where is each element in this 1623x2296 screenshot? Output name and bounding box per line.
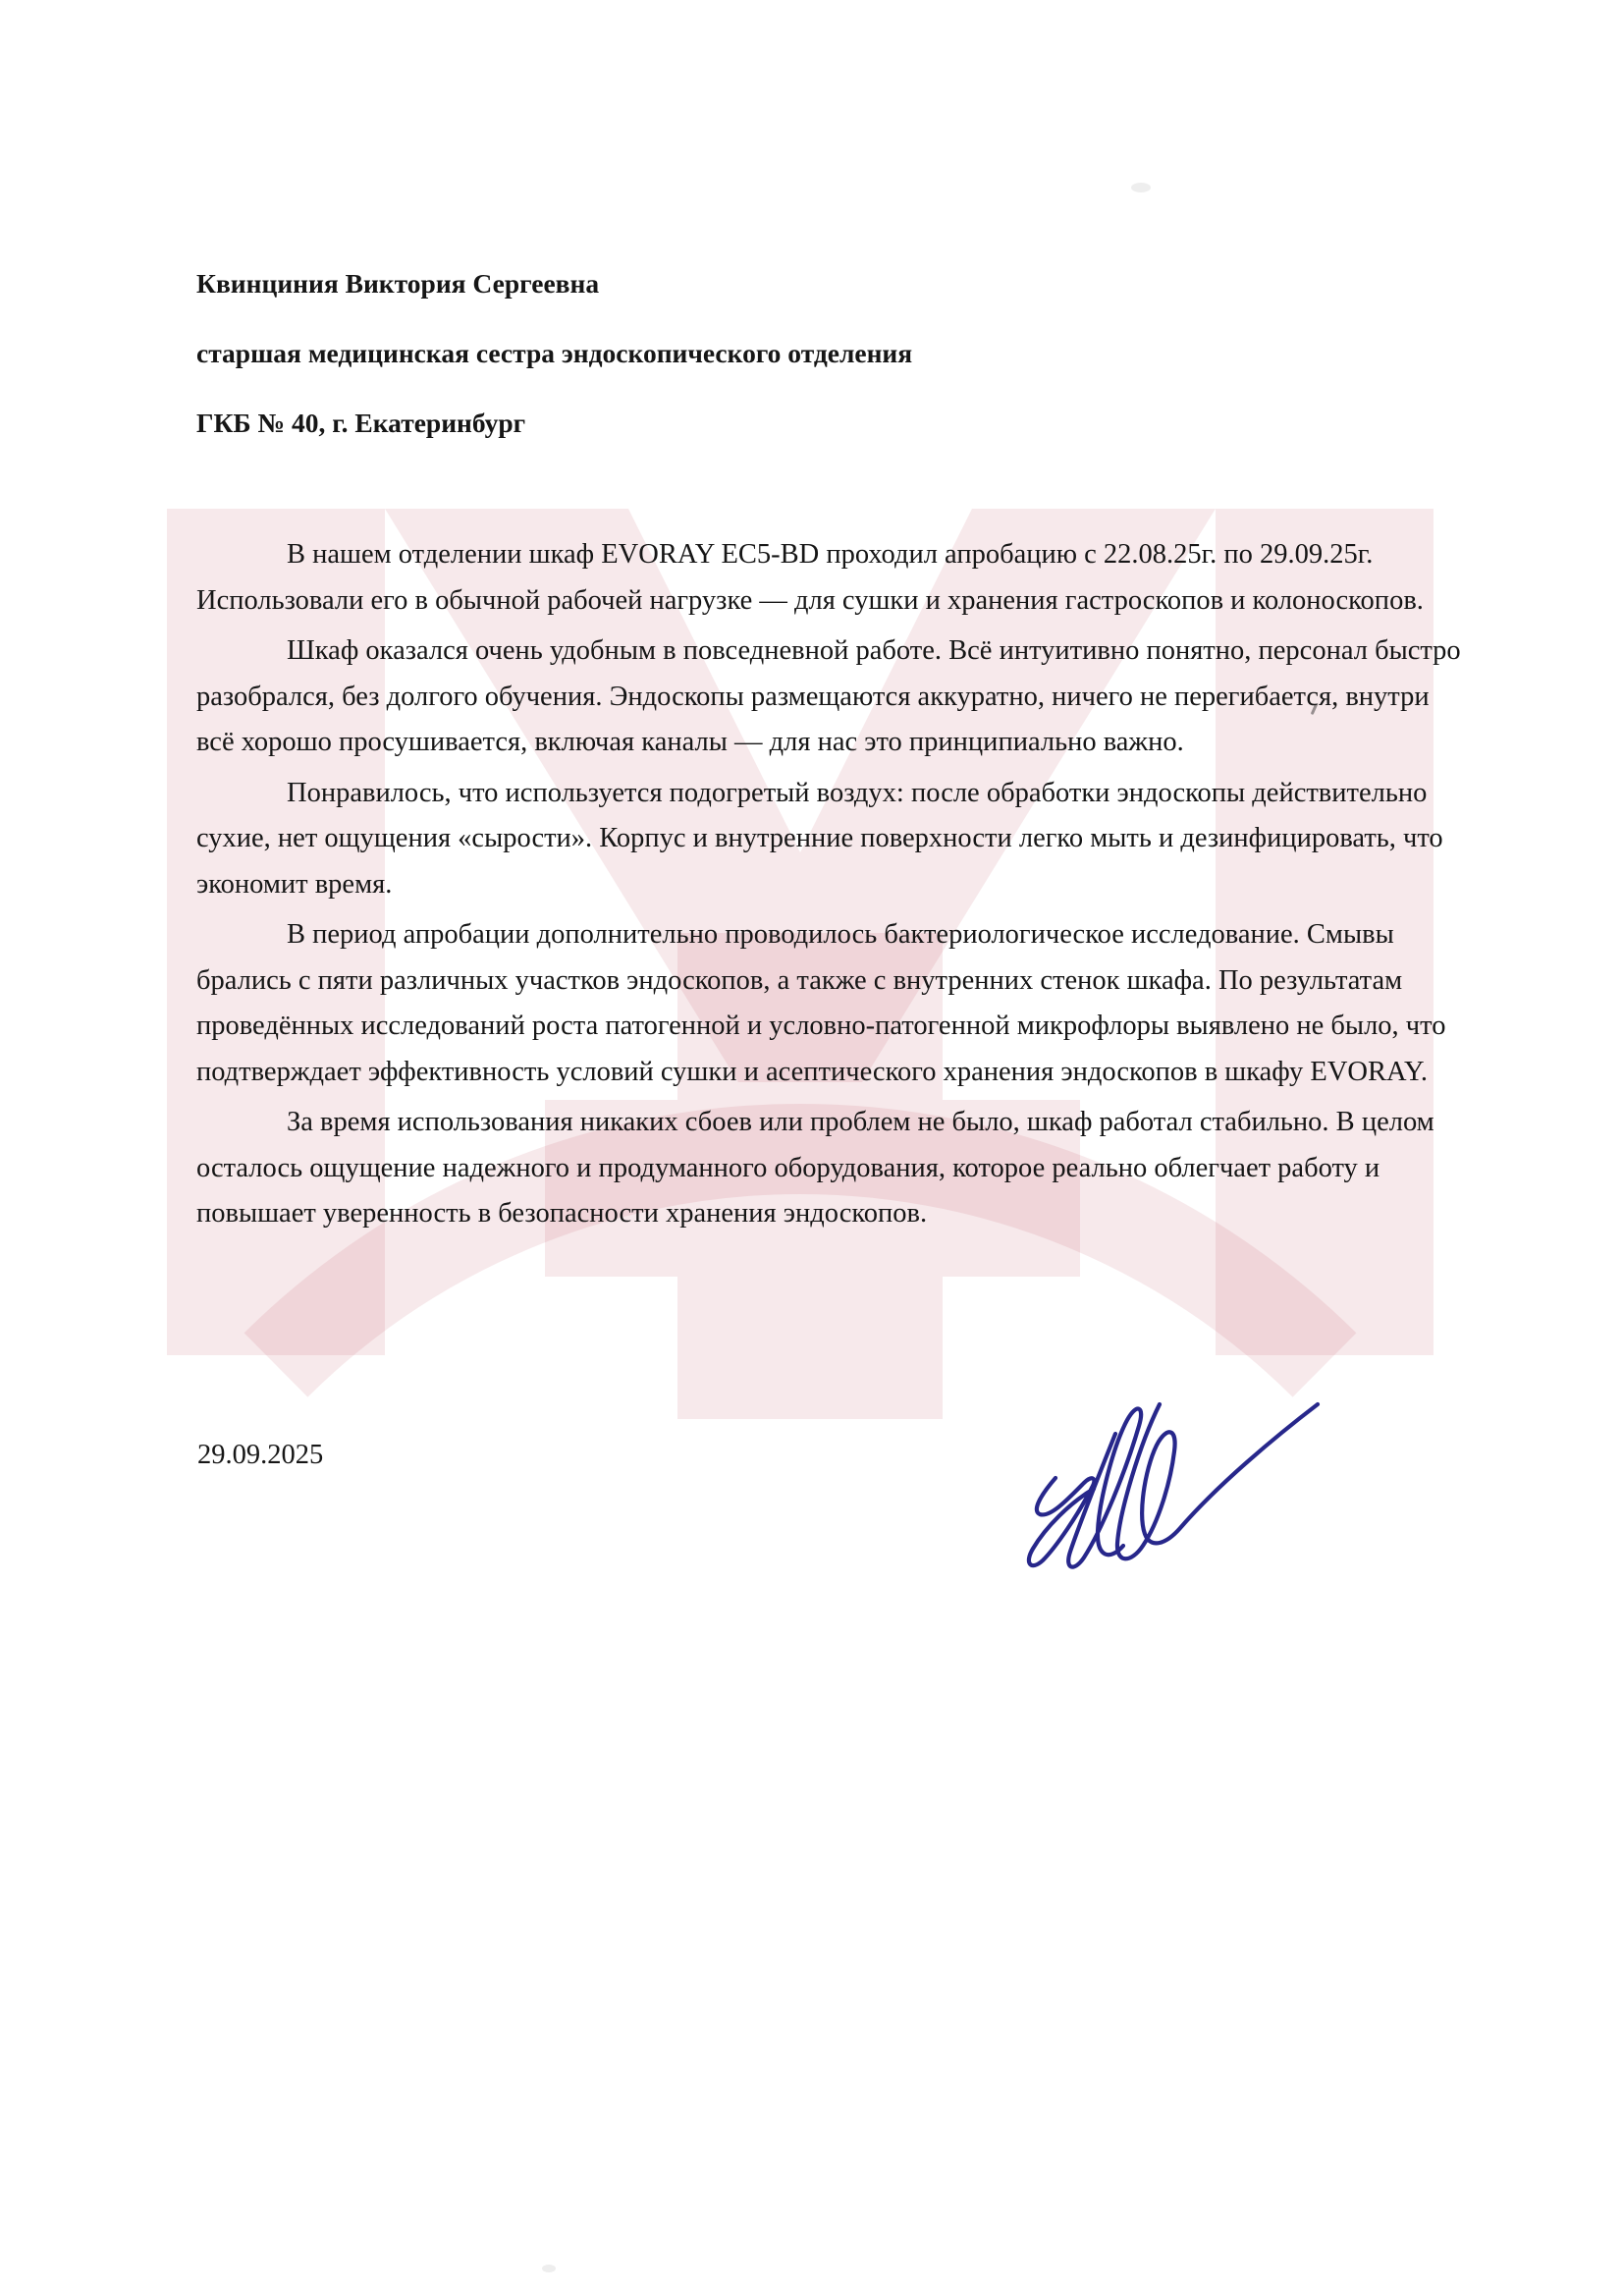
scan-speck-top [1131, 183, 1151, 192]
signature-stroke-3 [1117, 1404, 1318, 1558]
signature-stroke-2 [1068, 1409, 1141, 1567]
author-position: старшая медицинская сестра эндоскопического отделения [196, 338, 913, 368]
paragraph-4: В период апробации дополнительно проводилось бактериологическое исследование. Смывы брались с пяти различных участков эндоскопов, а также с внутренних стенок шкафа. По результатам проведённых исследований роста патогенной и условно-патогенной микрофлоры выявлено не было, что подтверждает эффективность условий сушки и асептического хранения эндоскопов в шкафу EVORAY. [196, 919, 1446, 1087]
scan-speck-bottom [542, 2265, 556, 2272]
signature-stroke-1 [1029, 1478, 1094, 1565]
paragraph-3: Понравилось, что используется подогретый воздух: после обработки эндоскопы действительно сухие, нет ощущения «сырости». Корпус и внутренние поверхности легко мыть и дезинфицировать, что экономит время. [196, 777, 1443, 900]
paragraph-2: Шкаф оказался очень удобным в повседневной работе. Всё интуитивно понятно, персонал быстро разобрался, без долгого обучения. Эндоскопы размещаются аккуратно, ничего не перегибается, внутри всё хорошо просушивается, включая каналы — для нас это принципиально важно. [196, 635, 1461, 757]
author-organization: ГКБ № 40, г. Екатеринбург [196, 408, 526, 438]
letter-header [196, 266, 912, 475]
paragraph-5: За время использования никаких сбоев или проблем не было, шкаф работал стабильно. В целом осталось ощущение надежного и продуманного оборудования, которое реально облегчает работу и повышает уверенность в безопасности хранения эндоскопов. [196, 1107, 1434, 1229]
letter-body [196, 532, 1465, 1242]
author-name: Квинциния Виктория Сергеевна [196, 268, 600, 299]
paragraph-1: В нашем отделении шкаф EVORAY EC5-BD проходил апробацию с 22.08.25г. по 29.09.25г. Использовали его в обычной рабочей нагрузке — для сушки и хранения гастроскопов и колоноскопов. [196, 539, 1424, 616]
letter-date: 29.09.2025 [197, 1440, 324, 1470]
